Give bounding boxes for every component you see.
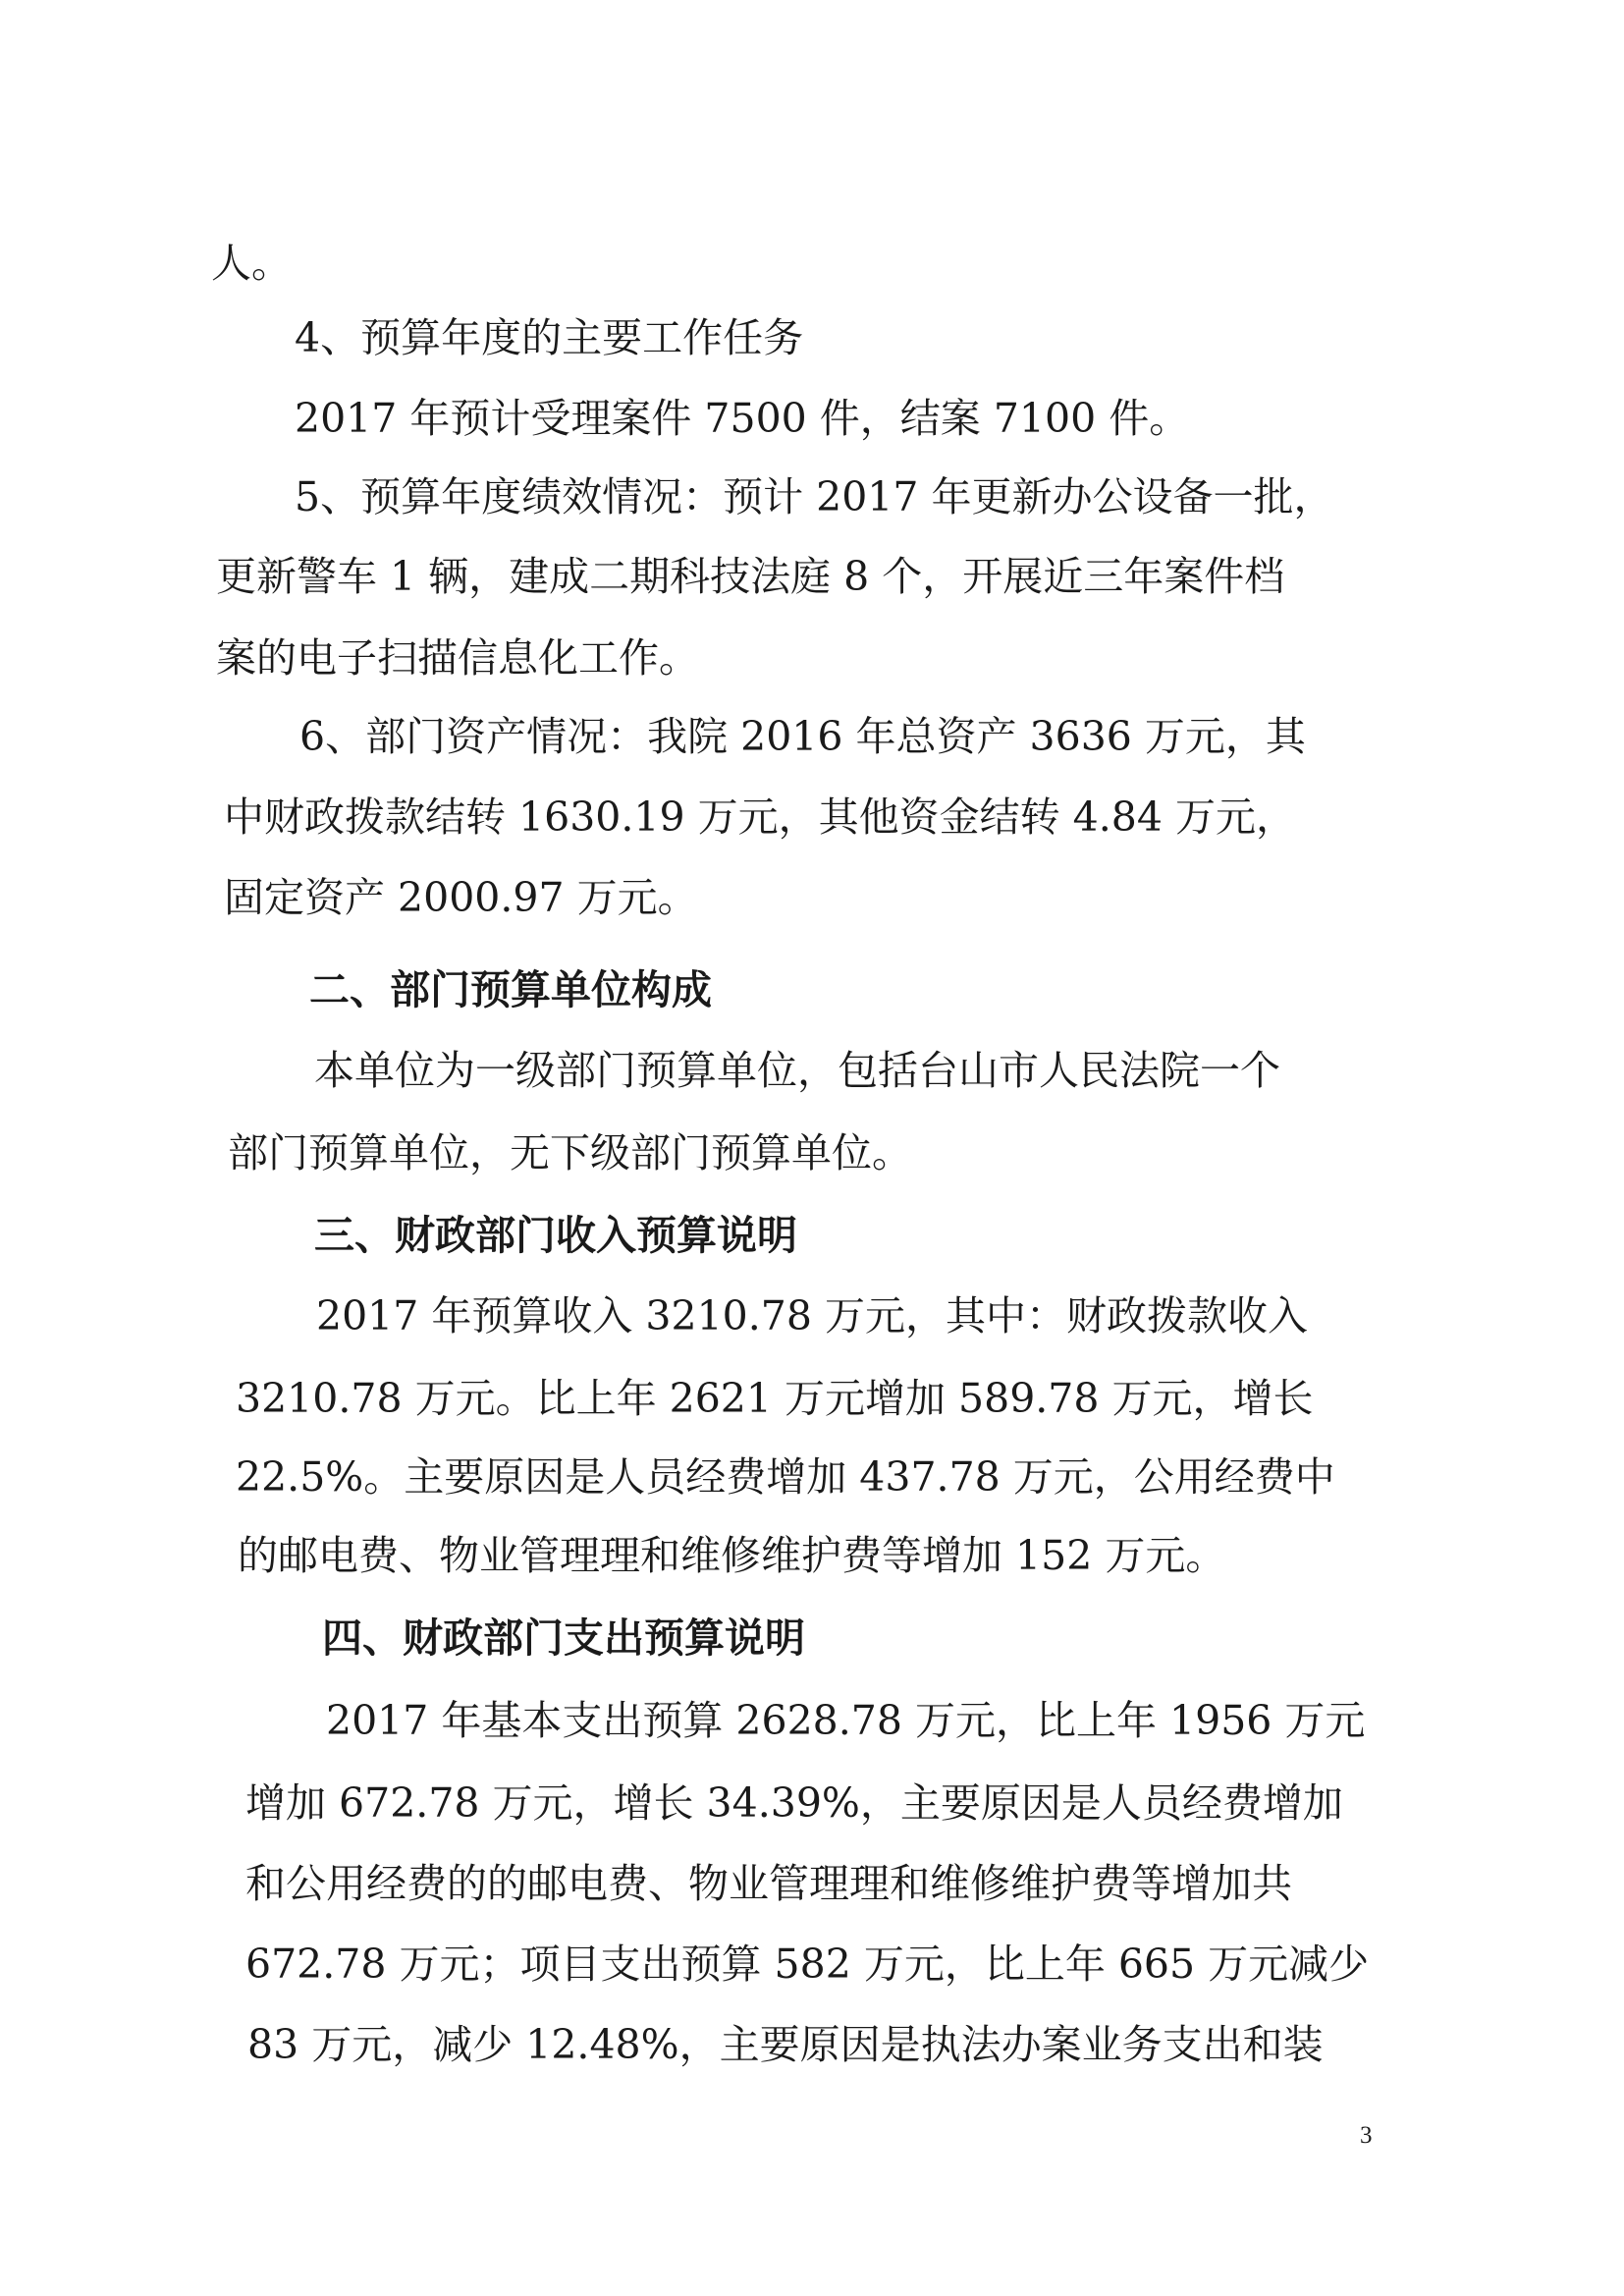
text-line: 部门预算单位，无下级部门预算单位。 xyxy=(228,1129,912,1176)
list-item-heading: 4、预算年度的主要工作任务 xyxy=(295,314,804,361)
text-line: 更新警车 1 辆，建成二期科技法庭 8 个，开展近三年案件档 xyxy=(216,553,1285,600)
text-line: 2017 年基本支出预算 2628.78 万元，比上年 1956 万元 xyxy=(326,1697,1366,1744)
section-heading: 四、财政部门支出预算说明 xyxy=(322,1614,805,1662)
text-line: 672.78 万元；项目支出预算 582 万元，比上年 665 万元减少 xyxy=(245,1941,1370,1988)
text-line: 固定资产 2000.97 万元。 xyxy=(224,874,698,921)
section-heading: 三、财政部门收入预算说明 xyxy=(314,1212,797,1259)
text-line: 的邮电费、物业管理理和维修维护费等增加 152 万元。 xyxy=(238,1532,1226,1579)
text-line: 6、部门资产情况：我院 2016 年总资产 3636 万元，其 xyxy=(299,713,1306,760)
text-line: 案的电子扫描信息化工作。 xyxy=(216,634,699,682)
text-line: 人。 xyxy=(211,240,292,287)
page-number: 3 xyxy=(1360,2122,1373,2149)
text-line: 5、预算年度绩效情况：预计 2017 年更新办公设备一批， xyxy=(295,473,1334,520)
section-heading: 二、部门预算单位构成 xyxy=(309,966,712,1013)
text-line: 2017 年预算收入 3210.78 万元，其中：财政拨款收入 xyxy=(316,1292,1308,1339)
text-line: 22.5%。主要原因是人员经费增加 437.78 万元，公用经费中 xyxy=(236,1453,1335,1501)
text-line: 增加 672.78 万元，增长 34.39%，主要原因是人员经费增加 xyxy=(245,1779,1343,1827)
text-line: 83 万元，减少 12.48%，主要原因是执法办案业务支出和装 xyxy=(247,2021,1324,2068)
text-line: 本单位为一级部门预算单位，包括台山市人民法院一个 xyxy=(314,1047,1280,1094)
text-line: 中财政拨款结转 1630.19 万元，其他资金结转 4.84 万元， xyxy=(224,793,1296,841)
text-line: 和公用经费的的邮电费、物业管理理和维修维护费等增加共 xyxy=(245,1860,1292,1907)
text-line: 3210.78 万元。比上年 2621 万元增加 589.78 万元，增长 xyxy=(236,1375,1314,1422)
text-line: 2017 年预计受理案件 7500 件，结案 7100 件。 xyxy=(295,395,1190,442)
